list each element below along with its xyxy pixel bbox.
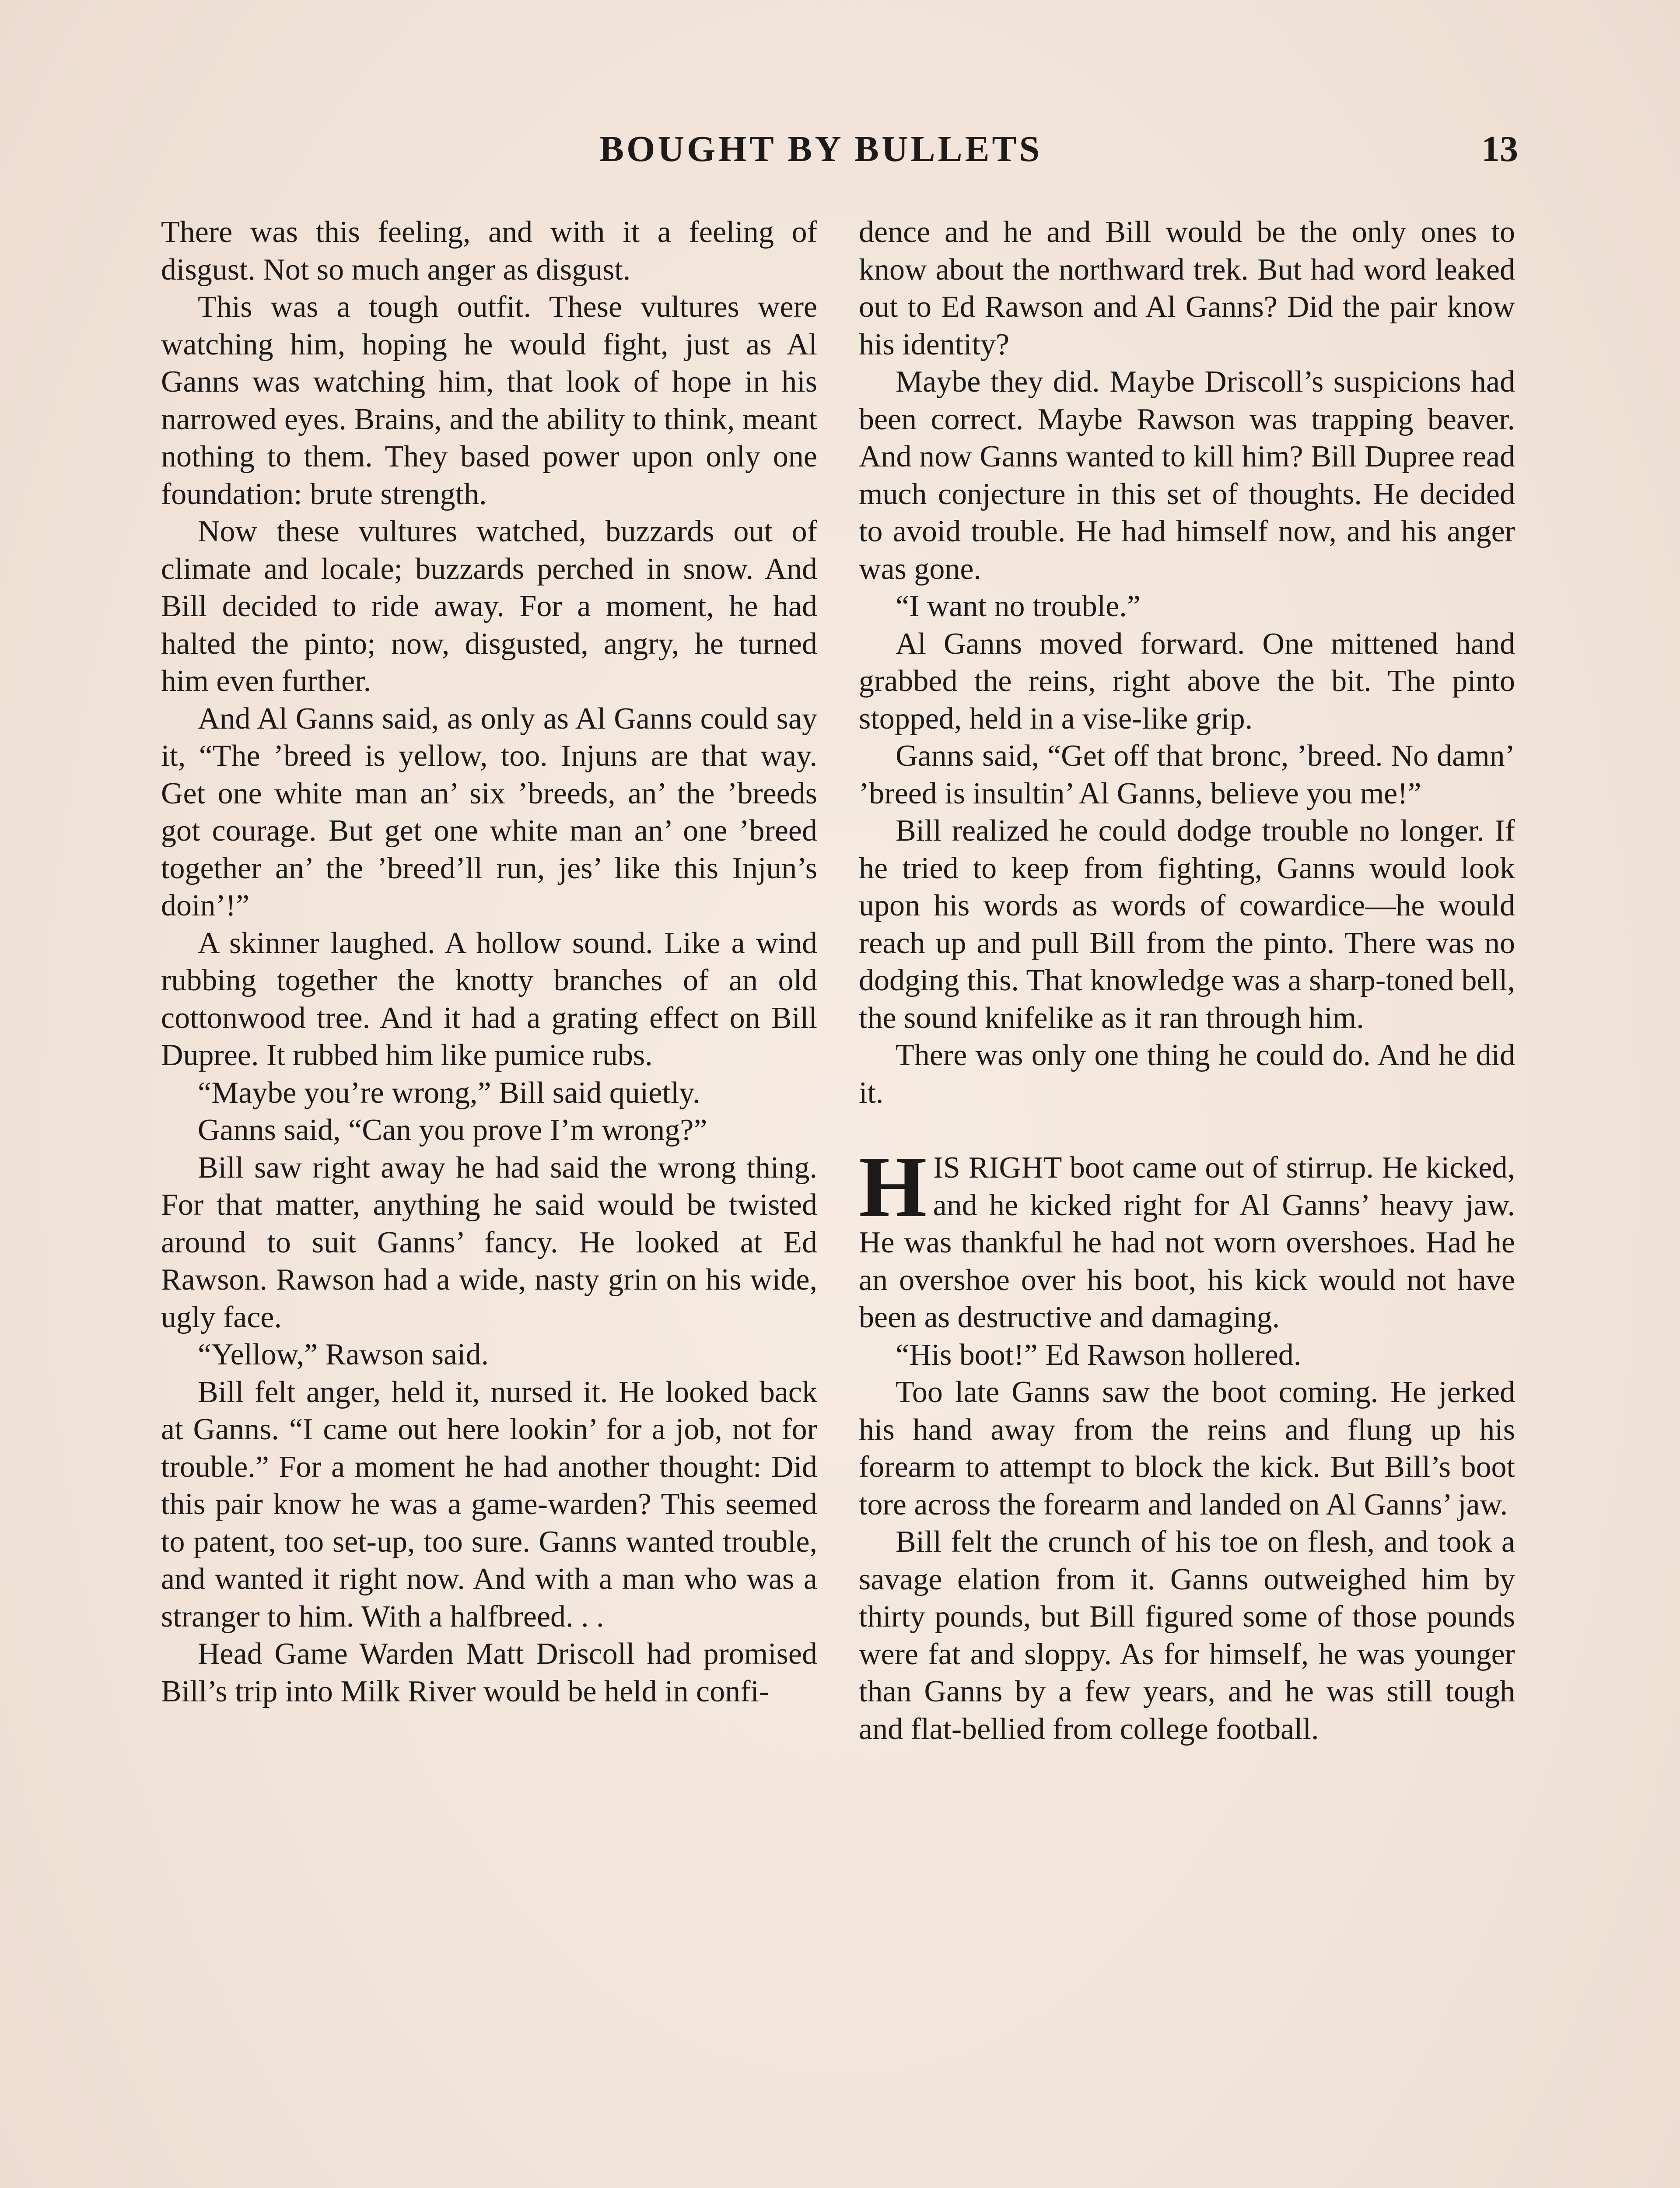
paragraph: dence and he and Bill would be the only ones to know about the northward trek. But had word leaked out to Ed Rawson and Al Ganns? Did the pair know his identity? [859,215,1515,361]
left-column [161,214,817,1710]
lead-caps: IS RIGHT [933,1151,1062,1185]
paragraph: “I want no trouble.” [896,589,1141,623]
paragraph: Ganns said, “Can you prove I’m wrong?” [198,1113,707,1147]
paragraph: Head Game Warden Matt Driscoll had promised Bill’s trip into Milk River would be held in confi- [161,1637,817,1708]
paragraph: “Yellow,” Rawson said. [198,1338,489,1371]
paragraph: Al Ganns moved forward. One mittened hand grabbed the reins, right above the bit. The pinto stopped, held in a vise-like grip. [859,627,1515,736]
paragraph: Now these vultures watched, buzzards out of climate and locale; buzzards perched in snow. And Bill decided to ride away. For a moment, he had halted the pinto; now, disgusted, angry, he turned him even further. [161,515,817,698]
paragraph: “His boot!” Ed Rawson hollered. [896,1338,1302,1372]
paragraph: “Maybe you’re wrong,” Bill said quietly. [198,1076,700,1110]
section-opening-paragraph [859,1139,1515,1336]
paragraph: Ganns said, “Get off that bronc, ’breed. No damn’ ’breed is insultin’ Al Ganns, believe you me!” [859,739,1515,810]
paragraph: A skinner laughed. A hollow sound. Like a wind rubbing together the knotty branches of an old cottonwood tree. And it had a grating effect on Bill Dupree. It rubbed him like pumice rubs. [161,926,817,1072]
paragraph: There was only one thing he could do. And he did it. [859,1038,1515,1110]
running-head: BOUGHT BY BULLETS [599,129,1043,169]
drop-cap: H [859,1139,927,1235]
paragraph: And Al Ganns said, as only as Al Ganns could say it, “The ’breed is yellow, too. Injuns are that way. Get one white man an’ six ’breeds, an’ the ’breeds got courage. But get one white man an’ one ’breed together an’ the ’breed’ll run, jes’ like this Injun’s doin’!” [161,701,817,922]
paragraph: Maybe they did. Maybe Driscoll’s suspicions had been correct. Maybe Rawson was trapping beaver. And now Ganns wanted to kill him? Bill Dupree read much conjecture in this set of thoughts. He decided to avoid trouble. He had himself now, and his anger was gone. [859,365,1515,586]
paragraph: There was this feeling, and with it a feeling of disgust. Not so much anger as disgust. [161,215,817,287]
paragraph: Bill realized he could dodge trouble no longer. If he tried to keep from fighting, Ganns would look upon his words as words of cowardice—he would reach up and pull Bill from the pinto. There was no dodging this. That knowledge was a sharp-toned bell, the sound knifelike as it ran through him. [859,814,1515,1035]
paragraph-text: boot came out of stirrup. He kicked, and he kicked right for Al Ganns’ heavy jaw. He was thankful he had not worn overshoes. Had he an overshoe over his boot, his kick would not have been as destructive and damaging. [859,1151,1515,1334]
paragraph: This was a tough outfit. These vultures were watching him, hoping he would fight, just as Al Ganns was watching him, that look of hope in his narrowed eyes. Brains, and the ability to think, meant nothing to them. They based power upon only one foundation: brute strength. [161,290,817,511]
paragraph: Bill felt the crunch of his toe on flesh, and took a savage elation from it. Ganns outweighed him by thirty pounds, but Bill figured some of those pounds were fat and sloppy. As for himself, he was younger than Ganns by a few years, and he was still tough and flat-bellied from college football. [859,1525,1515,1746]
paragraph: Bill saw right away he had said the wrong thing. For that matter, anything he said would be twisted around to suit Ganns’ fancy. He looked at Ed Rawson. Rawson had a wide, nasty grin on his wide, ugly face. [161,1150,817,1334]
page-number: 13 [1481,129,1518,169]
right-column [859,214,1515,1748]
paragraph: Bill felt anger, held it, nursed it. He looked back at Ganns. “I came out here lookin’ for a job, not for trouble.” For a moment he had another thought: Did this pair know he was a game-warden? This seemed to patent, too set-up, too sure. Ganns wanted trouble, and wanted it right now. And with a man who was a stranger to him. With a halfbreed. . . [161,1375,817,1634]
paragraph: Too late Ganns saw the boot coming. He jerked his hand away from the reins and flung up his forearm to attempt to block the kick. But Bill’s boot tore across the forearm and landed on Al Ganns’ jaw. [859,1375,1515,1522]
